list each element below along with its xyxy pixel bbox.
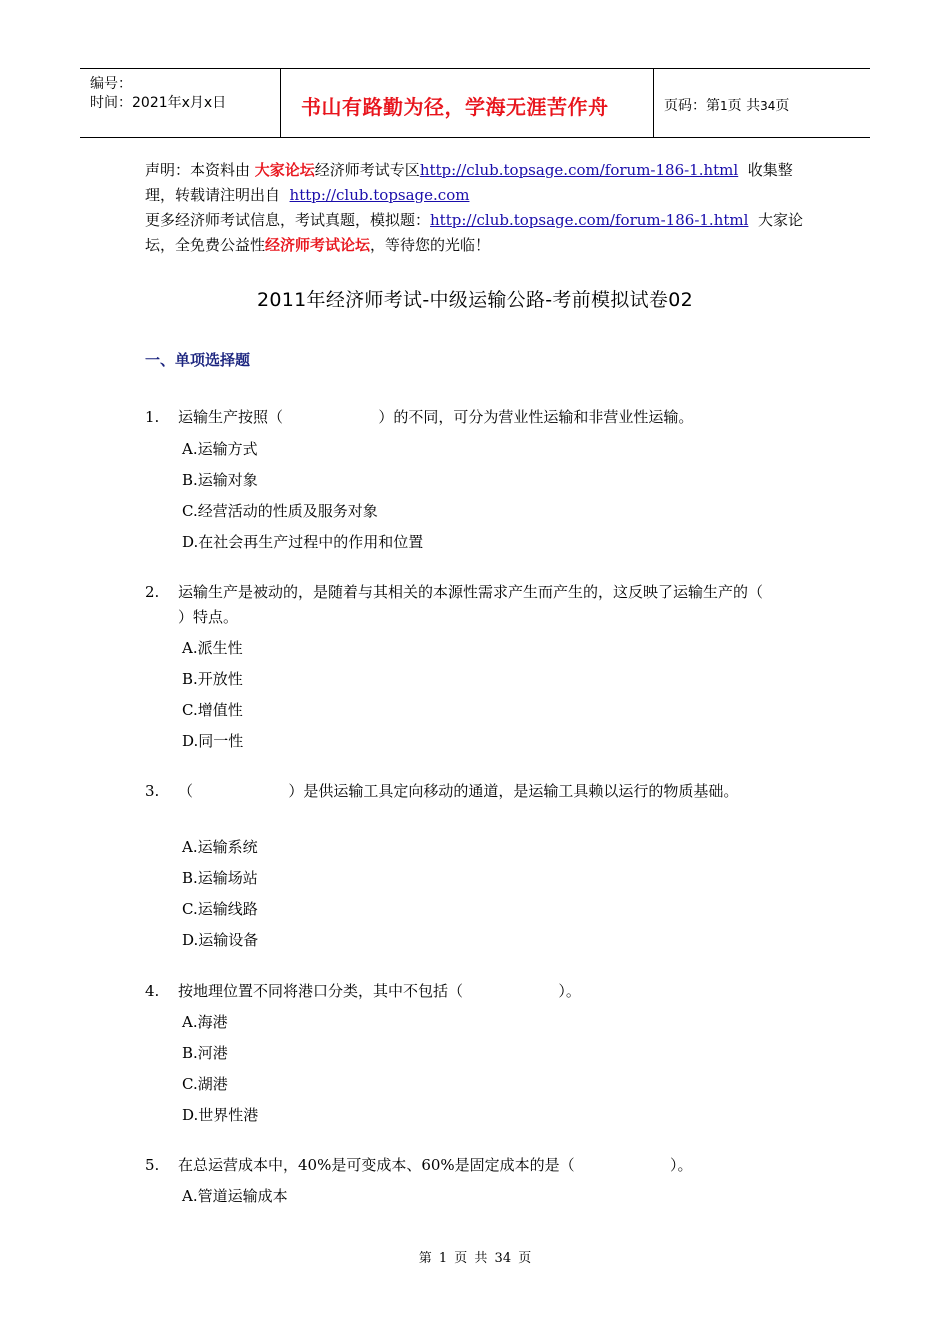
question-option: D.运输设备 [182, 931, 259, 949]
question-option: B.河港 [182, 1044, 228, 1062]
question-option: C.运输线路 [182, 900, 258, 918]
question-stem: 运输生产是被动的，是随着与其相关的本源性需求产生而产生的，这反映了运输生产的（ ）特点。 [178, 583, 859, 626]
notice-text: 大家论坛，全免费公益性 [145, 211, 803, 254]
question-stem: 运输生产按照（ ）的不同，可分为营业性运输和非营业性运输。 [178, 408, 694, 426]
question-number: 3. [145, 782, 160, 800]
notice-text: ，等待您的光临！ [370, 236, 491, 254]
notice-text: 声明：本资料由 [145, 161, 255, 179]
question-option: D.世界性港 [182, 1106, 259, 1124]
question-option: C.湖港 [182, 1075, 228, 1093]
site-link[interactable]: http://club.topsage.com [289, 186, 470, 204]
notice-text: 收集整理，转载请注明出自 [145, 161, 793, 204]
page-total: 34 [760, 99, 776, 113]
motto-text: 书山有路勤为径，学海无涯苦作舟 [301, 95, 609, 119]
question-stem: （ ）是供运输工具定向移动的通道，是运输工具赖以运行的物质基础。 [178, 782, 739, 800]
doc-number-label: 编号： [90, 76, 132, 92]
question-option: A.海港 [182, 1013, 228, 1031]
notice-block [145, 158, 810, 258]
forum-link[interactable]: http://club.topsage.com/forum-186-1.html [419, 161, 739, 179]
forum-link-2[interactable]: http://club.topsage.com/forum-186-1.html [430, 211, 749, 229]
header-right-cell [654, 69, 870, 137]
page-prefix: 页码：第 [664, 98, 720, 114]
doc-date-label: 时间：2021年x月x日 [90, 95, 227, 111]
question-option: D.在社会再生产过程中的作用和位置 [182, 533, 424, 551]
question-stem: 按地理位置不同将港口分类，其中不包括（ ）。 [178, 982, 581, 1000]
header-middle-cell [281, 69, 654, 137]
notice-paragraph-2 [145, 208, 810, 258]
page-footer: 第 1 页 共 34 页 [418, 1251, 532, 1266]
question-option: B.开放性 [182, 670, 243, 688]
page-suffix: 页 [775, 98, 790, 114]
brand-forum-name: 经济师考试论坛 [265, 236, 371, 254]
question-number: 1. [145, 408, 160, 426]
notice-paragraph-1 [145, 158, 810, 208]
question-option: D.同一性 [182, 732, 244, 750]
page-mid: 页 共 [727, 98, 761, 114]
page-indicator [664, 95, 789, 115]
header-table [80, 68, 870, 138]
question-option: C.增值性 [182, 701, 243, 719]
question-option: A.运输方式 [182, 440, 258, 458]
question-option: A.管道运输成本 [182, 1187, 288, 1205]
header-left-cell [80, 69, 281, 137]
question-option: B.运输对象 [182, 471, 258, 489]
question-option: A.派生性 [182, 639, 243, 657]
question-option: A.运输系统 [182, 838, 258, 856]
notice-text: 更多经济师考试信息，考试真题，模拟题： [145, 211, 431, 229]
question-number: 4. [145, 982, 160, 1000]
brand-name: 大家论坛 [254, 161, 315, 179]
notice-text: 经济师考试专区 [314, 161, 420, 179]
question-number: 2. [145, 583, 160, 601]
section-title: 一、单项选择题 [145, 351, 251, 369]
question-option: C.经营活动的性质及服务对象 [182, 502, 378, 520]
question-number: 5. [145, 1156, 160, 1174]
question-stem: 在总运营成本中，40%是可变成本、60%是固定成本的是（ ）。 [178, 1156, 693, 1174]
question-option: B.运输场站 [182, 869, 258, 887]
page-title: 2011年经济师考试-中级运输公路-考前模拟试卷02 [256, 289, 694, 311]
page-number: 1 [720, 99, 728, 113]
